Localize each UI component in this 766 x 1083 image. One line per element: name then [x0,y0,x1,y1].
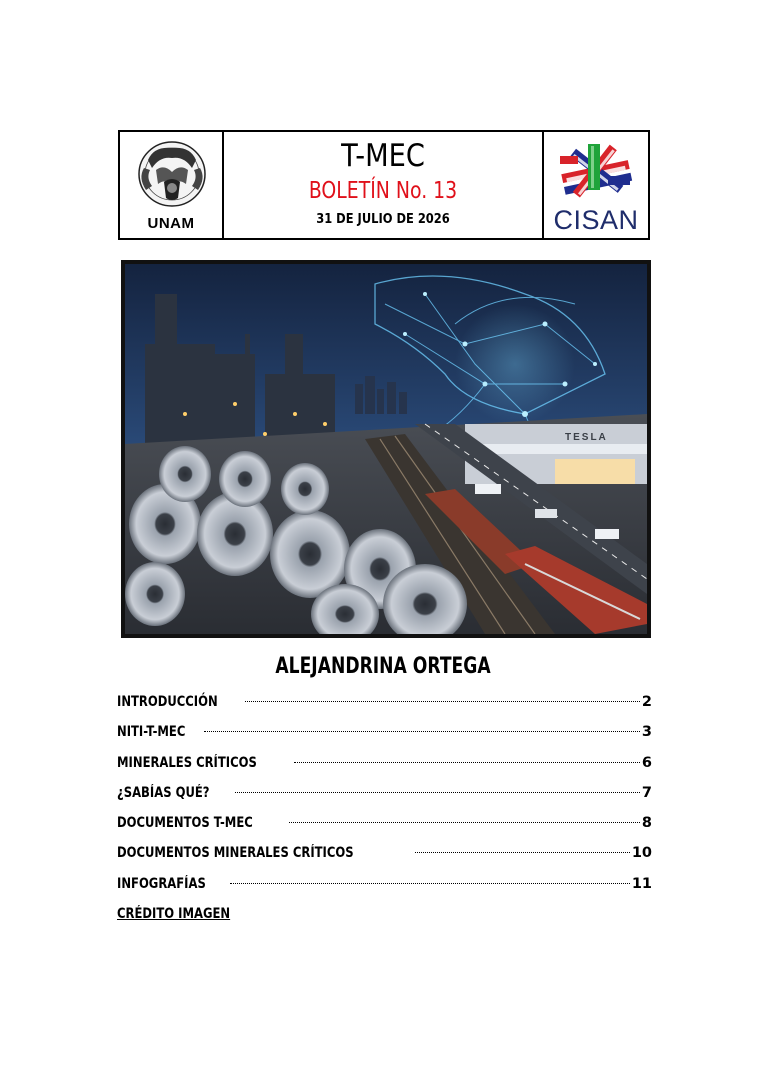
cover-illustration [125,264,647,634]
toc-item-niti-t-mec[interactable] [117,720,652,750]
toc-leader-dots [294,762,640,763]
toc-item-label[interactable]: DOCUMENTOS T-MEC [117,815,253,832]
page-title: T-MEC [341,138,425,174]
toc-item-label[interactable]: INTRODUCCIÓN [117,694,218,710]
toc-item-page: 6 [641,754,652,771]
header-title-cell [224,132,544,238]
toc-item-introduccion[interactable] [117,690,652,720]
toc-item-documentos-minerales-criticos[interactable] [117,841,652,871]
credit-image-link[interactable]: CRÉDITO IMAGEN [117,906,231,923]
toc-item-page: 7 [641,784,652,801]
cisan-logo-text: CISAN [553,205,639,235]
header-table [118,130,650,240]
toc-item-sabias-que[interactable] [117,781,652,811]
unam-logo-cell [120,132,224,238]
author-name: ALEJANDRINA ORTEGA [275,654,491,679]
toc-item-page: 8 [641,815,652,832]
toc-leader-dots [230,883,630,884]
toc-item-label[interactable]: ¿SABÍAS QUÉ? [117,784,210,801]
unam-logo-text: UNAM [147,215,195,232]
toc-item-documentos-t-mec[interactable] [117,811,652,841]
bulletin-number: BOLETÍN No. 13 [308,178,458,204]
bulletin-date: 31 DE JULIO DE 2026 [316,211,450,227]
toc-leader-dots [235,792,640,793]
toc-item-label[interactable]: INFOGRAFÍAS [117,875,206,892]
unam-seal-icon [134,138,210,212]
tesla-sign: TESLA [565,432,608,443]
toc-item-page: 10 [631,845,652,862]
toc-item-minerales-criticos[interactable] [117,751,652,781]
toc-item-page: 2 [641,694,652,710]
toc-leader-dots [415,852,630,853]
toc-item-label[interactable]: DOCUMENTOS MINERALES CRÍTICOS [117,845,354,862]
toc-item-page: 3 [641,724,652,741]
table-of-contents [117,690,652,932]
cisan-logo-cell [544,132,648,238]
cisan-logo-icon [548,136,644,208]
toc-leader-dots [204,731,639,732]
toc-item-label[interactable]: MINERALES CRÍTICOS [117,754,257,771]
credit-row [117,902,652,932]
toc-item-page: 11 [631,875,652,892]
toc-item-infografias[interactable] [117,872,652,902]
cover-image [121,260,651,638]
toc-item-label[interactable]: NITI-T-MEC [117,724,186,741]
toc-leader-dots [245,701,640,702]
toc-leader-dots [289,822,640,823]
